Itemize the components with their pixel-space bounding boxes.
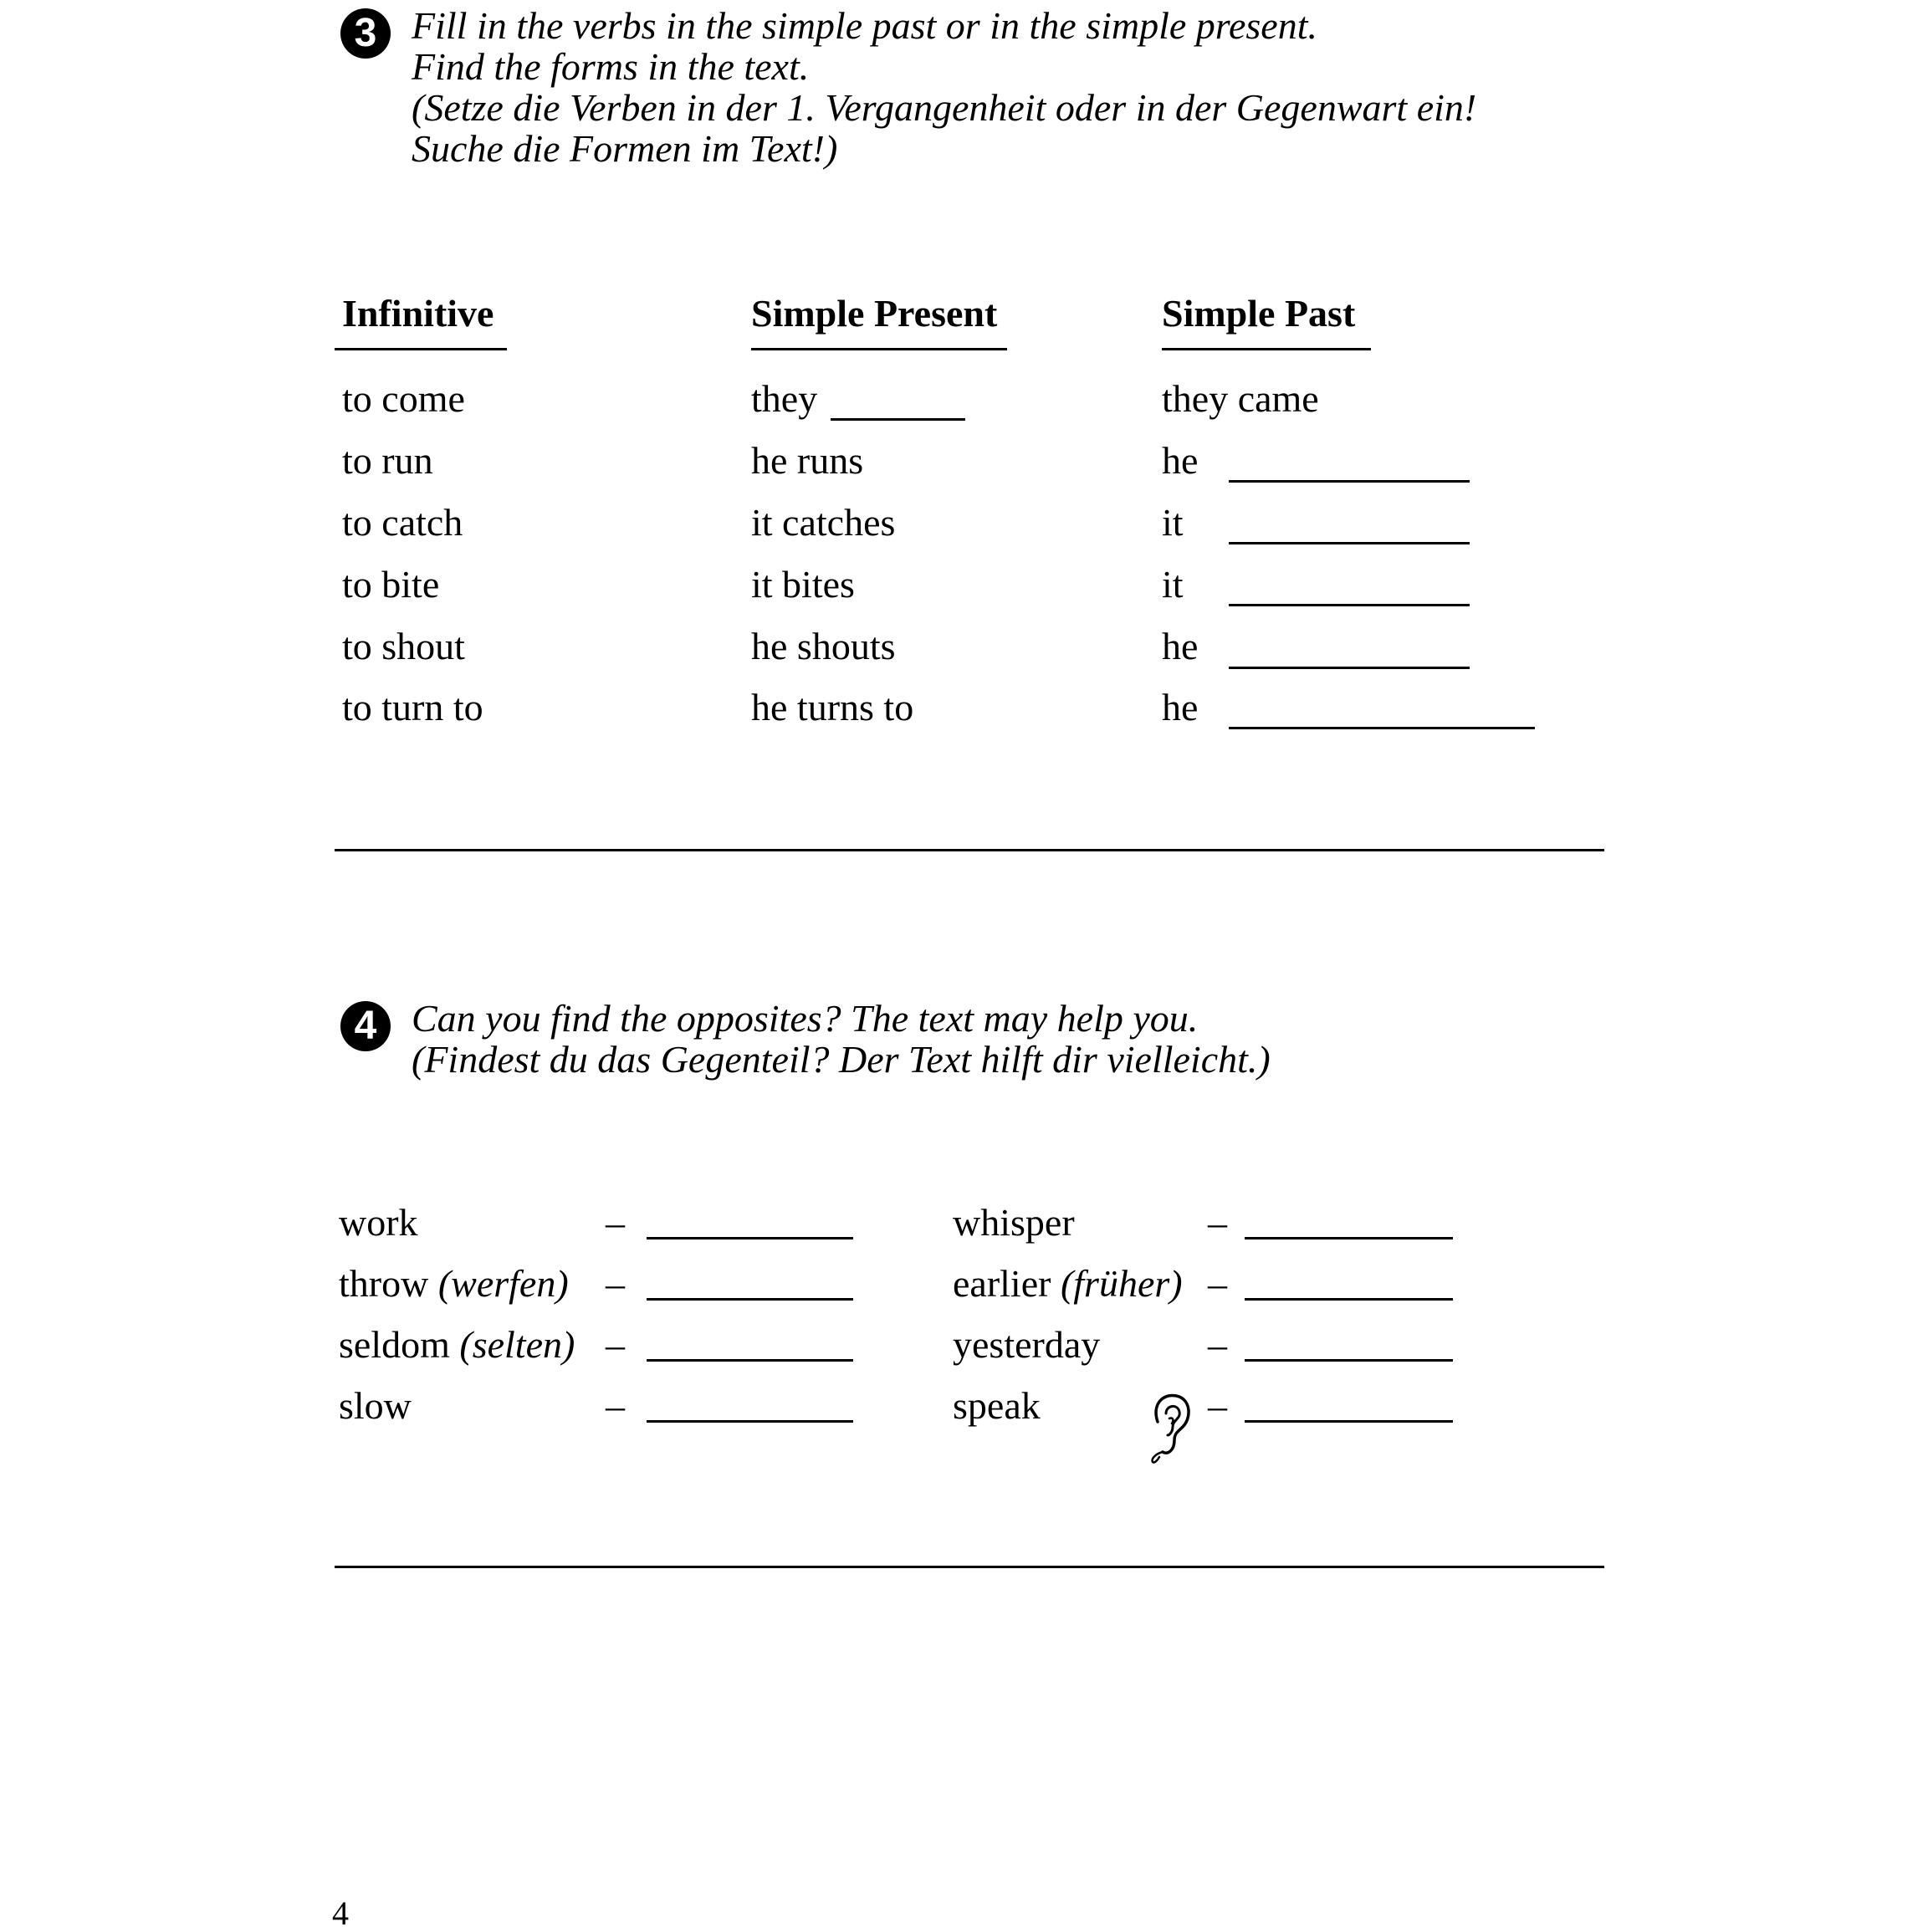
opposite-left-1-dash: – <box>606 1201 625 1244</box>
row-3-past-blank[interactable] <box>1229 542 1470 544</box>
opposite-right-4-blank[interactable] <box>1245 1420 1453 1423</box>
opposite-left-4-blank[interactable] <box>647 1420 853 1423</box>
opposite-right-2-blank[interactable] <box>1245 1298 1453 1301</box>
opposite-left-2 <box>339 1263 569 1305</box>
opposite-right-4-dash: – <box>1208 1384 1227 1427</box>
row-3-infinitive: to catch <box>342 501 463 544</box>
opposite-left-1-blank[interactable] <box>647 1237 853 1239</box>
row-5-present: he shouts <box>751 625 896 667</box>
row-5-past: he <box>1162 625 1199 667</box>
row-1-infinitive: to come <box>342 377 465 420</box>
opposite-left-4 <box>339 1385 412 1427</box>
exercise-3-instruction-1: Fill in the verbs in the simple past or in the simple present. <box>412 4 1317 47</box>
opposite-right-2-word: earlier <box>953 1262 1051 1305</box>
opposite-right-1-dash: – <box>1208 1201 1227 1244</box>
opposite-left-3 <box>339 1324 575 1366</box>
exercise-3-number-badge <box>340 8 391 59</box>
opposite-right-2-dash: – <box>1208 1262 1227 1305</box>
row-4-past-blank[interactable] <box>1229 604 1470 606</box>
header-simple-past: Simple Past <box>1162 292 1356 335</box>
exercise-3-number: 3 <box>354 11 377 55</box>
opposite-right-4 <box>953 1385 1041 1427</box>
header-simple-present-underline <box>751 348 1007 350</box>
row-2-present: he runs <box>751 439 864 482</box>
header-infinitive: Infinitive <box>342 292 494 335</box>
opposite-right-1-word: whisper <box>953 1201 1075 1244</box>
opposite-left-1-word: work <box>339 1201 418 1244</box>
row-4-past: it <box>1162 563 1184 606</box>
opposite-right-2 <box>953 1263 1183 1305</box>
opposite-left-2-dash: – <box>606 1262 625 1305</box>
ear-icon <box>1144 1388 1194 1464</box>
row-1-present: they <box>751 377 818 420</box>
row-1-present-blank[interactable] <box>831 418 965 421</box>
opposite-left-3-blank[interactable] <box>647 1359 853 1362</box>
row-6-present: he turns to <box>751 686 914 728</box>
exercise-4-number: 4 <box>354 1004 377 1048</box>
opposite-left-3-word: seldom <box>339 1323 450 1366</box>
row-1-past: they came <box>1162 377 1319 420</box>
exercise-4-number-badge <box>340 1001 391 1051</box>
row-3-present: it catches <box>751 501 896 544</box>
row-2-infinitive: to run <box>342 439 433 482</box>
opposite-right-2-hint: (früher) <box>1060 1262 1183 1305</box>
opposite-right-1 <box>953 1202 1075 1244</box>
exercise-3-instruction-3: (Setze die Verben in der 1. Vergangenheit oder in der Gegenwart ein! <box>412 86 1477 129</box>
opposite-left-2-hint: (werfen) <box>437 1262 569 1305</box>
opposite-left-4-dash: – <box>606 1384 625 1427</box>
header-infinitive-underline <box>335 348 507 350</box>
row-2-past: he <box>1162 439 1199 482</box>
page-number: 4 <box>332 1894 349 1932</box>
opposite-right-3 <box>953 1324 1100 1366</box>
section-divider-2 <box>335 1566 1604 1568</box>
section-divider-1 <box>335 849 1604 851</box>
header-simple-present: Simple Present <box>751 292 998 335</box>
opposite-left-2-blank[interactable] <box>647 1298 853 1301</box>
row-5-infinitive: to shout <box>342 625 465 667</box>
row-6-past-blank[interactable] <box>1229 727 1535 729</box>
opposite-right-4-word: speak <box>953 1384 1041 1427</box>
exercise-4-instruction-2: (Findest du das Gegenteil? Der Text hilft dir vielleicht.) <box>412 1038 1271 1081</box>
row-6-past: he <box>1162 686 1199 728</box>
opposite-right-1-blank[interactable] <box>1245 1237 1453 1239</box>
opposite-left-3-dash: – <box>606 1323 625 1366</box>
opposite-left-4-word: slow <box>339 1384 412 1427</box>
opposite-right-3-word: yesterday <box>953 1323 1101 1366</box>
row-3-past: it <box>1162 501 1184 544</box>
exercise-3-instruction-4: Suche die Formen im Text!) <box>412 127 838 170</box>
opposite-left-2-word: throw <box>339 1262 429 1305</box>
row-4-present: it bites <box>751 563 855 606</box>
header-simple-past-underline <box>1162 348 1371 350</box>
row-6-infinitive: to turn to <box>342 686 483 728</box>
row-5-past-blank[interactable] <box>1229 667 1470 669</box>
exercise-3-instruction-2: Find the forms in the text. <box>412 45 810 88</box>
exercise-4-instruction-1: Can you find the opposites? The text may help you. <box>412 997 1199 1040</box>
row-2-past-blank[interactable] <box>1229 480 1470 483</box>
row-4-infinitive: to bite <box>342 563 440 606</box>
opposite-right-3-blank[interactable] <box>1245 1359 1453 1362</box>
opposite-left-3-hint: (selten) <box>459 1323 575 1366</box>
opposite-right-3-dash: – <box>1208 1323 1227 1366</box>
opposite-left-1 <box>339 1202 418 1244</box>
